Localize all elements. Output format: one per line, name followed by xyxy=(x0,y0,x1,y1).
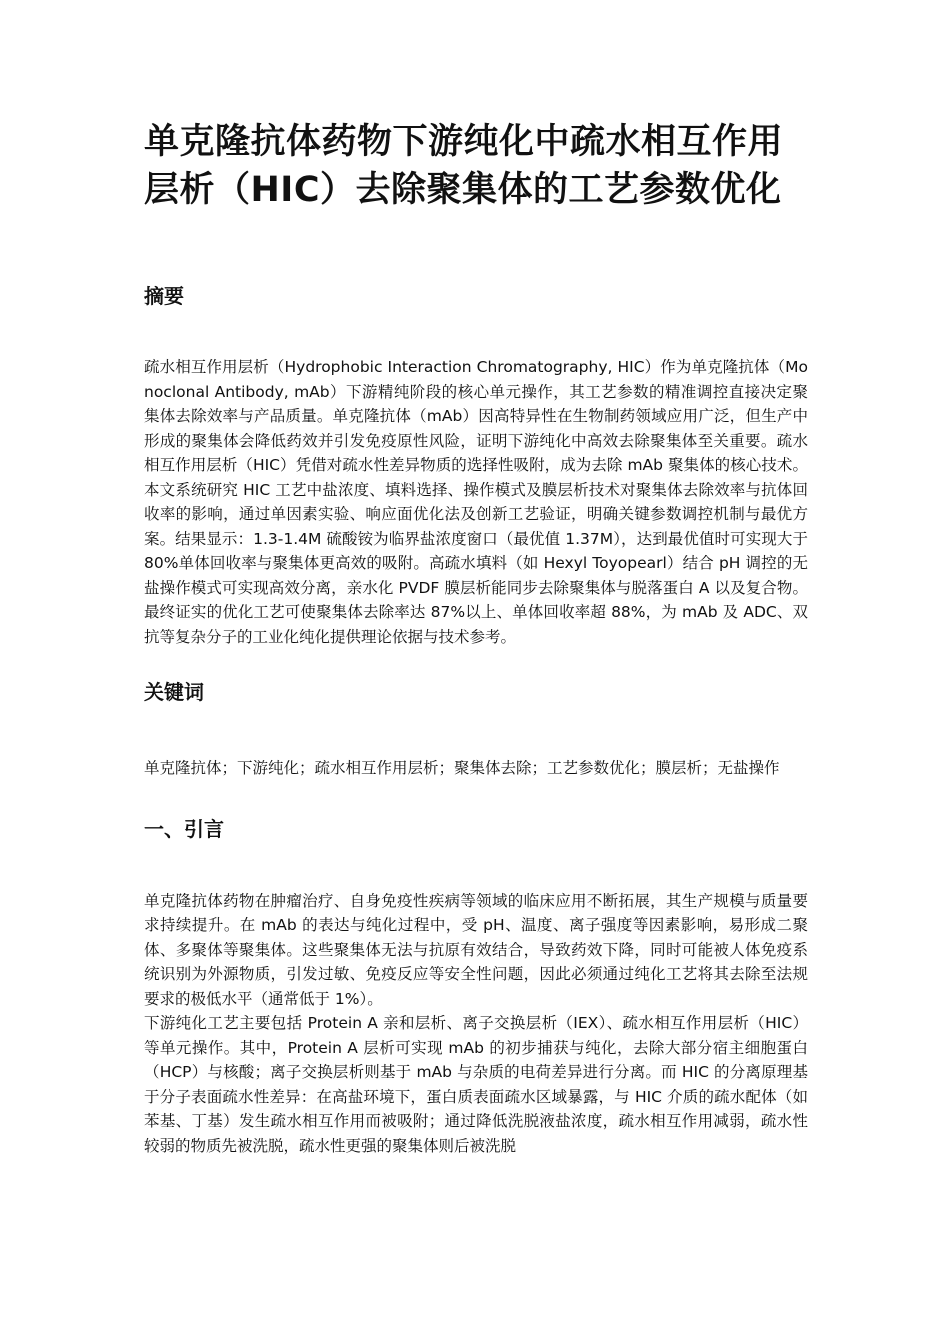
document-page xyxy=(144,118,808,1158)
introduction-paragraph-1: 单克隆抗体药物在肿瘤治疗、自身免疫性疾病等领域的临床应用不断拓展，其生产规模与质量要求持续提升。在 mAb 的表达与纯化过程中，受 pH、温度、离子强度等因素影响，易形成二聚体、多聚体等聚集体。这些聚集体无法与抗原有效结合，导致药效下降，同时可能被人体免疫系统识别为外源物质，引发过敏、免疫反应等安全性问题，因此必须通过纯化工艺将其去除至法规要求的极低水平（通常低于 1%）。 xyxy=(144,891,808,1008)
introduction-paragraph-2: 下游纯化工艺主要包括 Protein A 亲和层析、离子交换层析（IEX）、疏水相互作用层析（HIC）等单元操作。其中，Protein A 层析可实现 mAb 的初步捕获与纯化，去除大部分宿主细胞蛋白（HCP）与核酸；离子交换层析则基于 mAb 与杂质的电荷差异进行分离。而 HIC 的分离原理基于分子表面疏水性差异：在高盐环境下，蛋白质表面疏水区域暴露，与 HIC 介质的疏水配体（如苯基、丁基）发生疏水相互作用而被吸附；通过降低洗脱液盐浓度，疏水相互作用减弱，疏水性较弱的物质先被洗脱，疏水性更强的聚集体则后被洗脱 xyxy=(144,1014,808,1155)
keywords-paragraph: 单克隆抗体；下游纯化；疏水相互作用层析；聚集体去除；工艺参数优化；膜层析；无盐操作 xyxy=(144,759,780,777)
introduction-heading: 一、引言 xyxy=(144,816,224,841)
abstract-heading: 摘要 xyxy=(144,284,184,308)
keywords-heading: 关键词 xyxy=(144,680,204,704)
document-title: 单克隆抗体药物下游纯化中疏水相互作用层析（HIC）去除聚集体的工艺参数优化 xyxy=(144,122,784,210)
abstract-paragraph: 疏水相互作用层析（Hydrophobic Interaction Chromatography, HIC）作为单克隆抗体（Monoclonal Antibody, mAb）下游精纯阶段的核心单元操作，其工艺参数的精准调控直接决定聚集体去除效率与产品质量。单克隆抗体（mAb）因高特异性在生物制药领域应用广泛，但生产中形成的聚集体会降低药效并引发免疫原性风险，证明下游纯化中高效去除聚集体至关重要。疏水相互作用层析（HIC）凭借对疏水性差异物质的选择性吸附，成为去除 mAb 聚集体的核心技术。本文系统研究 HIC 工艺中盐浓度、填料选择、操作模式及膜层析技术对聚集体去除效率与抗体回收率的影响，通过单因素实验、响应面优化法及创新工艺验证，明确关键参数调控机制与最优方案。结果显示：1.3-1.4M 硫酸铵为临界盐浓度窗口（最优值 1.37M），达到最优值时可实现大于 80%单体回收率与聚集体更高效的吸附。高疏水填料（如 Hexyl Toyopearl）结合 pH 调控的无盐操作模式可实现高效分离，亲水化 PVDF 膜层析能同步去除聚集体与脱落蛋白 A 以及复合物。最终证实的优化工艺可使聚集体去除率达 87%以上、单体回收率超 88%，为 mAb 及 ADC、双抗等复杂分子的工业化纯化提供理论依据与技术参考。 xyxy=(144,358,808,646)
